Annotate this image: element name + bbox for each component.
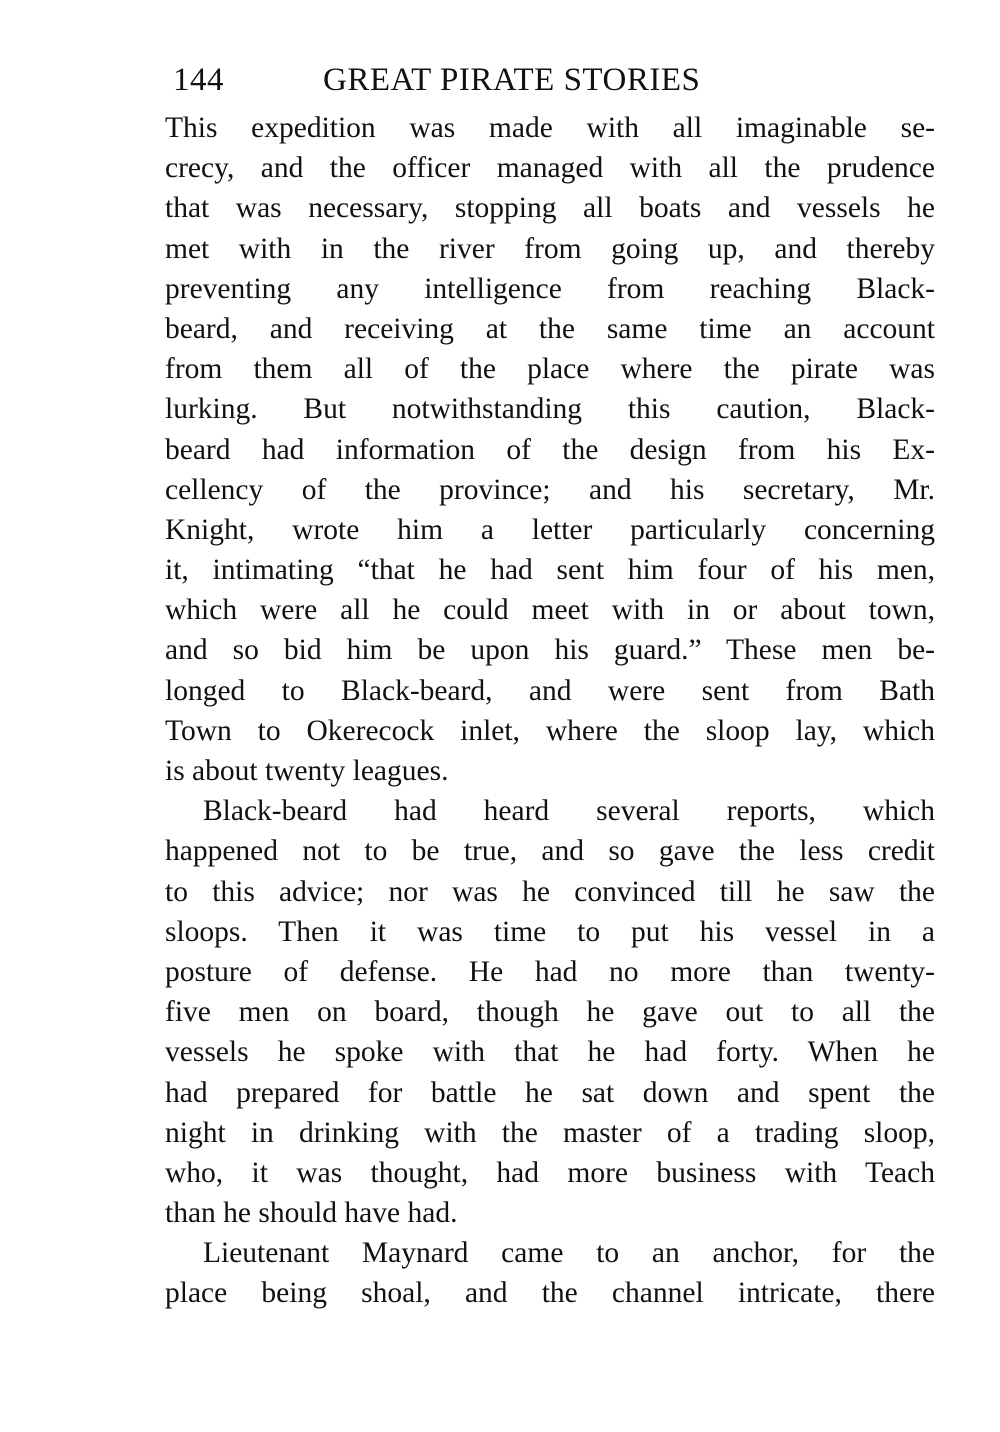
text-line: who, it was thought, had more business with Teach [165, 1156, 935, 1189]
text-line: longed to Black-beard, and were sent from Bath [165, 674, 935, 707]
text-line: which were all he could meet with in or about town, [165, 594, 935, 627]
text-line: than he should have had. [165, 1197, 458, 1230]
text-line: cellency of the province; and his secretary, Mr. [165, 473, 935, 506]
text-line: vessels he spoke with that he had forty. When he [165, 1036, 935, 1069]
paragraph-2 [165, 791, 935, 1233]
text-line: happened not to be true, and so gave the less credit [165, 835, 935, 868]
page-number: 144 [173, 62, 224, 98]
text-line: This expedition was made with all imaginable se- [165, 112, 935, 144]
text-line: crecy, and the officer managed with all the prudence [165, 152, 935, 185]
text-line: five men on board, though he gave out to all the [165, 996, 935, 1029]
text-line: Town to Okerecock inlet, where the sloop lay, which [165, 714, 935, 747]
text-line: Knight, wrote him a letter particularly concerning [165, 513, 935, 546]
body-text [165, 108, 935, 1314]
text-line: is about twenty leagues. [165, 755, 449, 787]
text-line: lurking. But notwithstanding this caution, Black- [165, 393, 935, 426]
text-line: posture of defense. He had no more than twenty- [165, 955, 935, 988]
text-line: night in drinking with the master of a trading sloop, [165, 1116, 935, 1149]
text-line: Black-beard had heard several reports, which [203, 795, 935, 828]
text-line: beard, and receiving at the same time an account [165, 312, 935, 345]
book-page [165, 52, 935, 1314]
running-head [165, 52, 935, 108]
text-line: and so bid him be upon his guard.” These men be- [165, 634, 935, 667]
text-line: place being shoal, and the channel intricate, there [165, 1277, 935, 1310]
paragraph-3 [165, 1233, 935, 1313]
paragraph-1 [165, 108, 935, 791]
text-line: from them all of the place where the pirate was [165, 353, 935, 386]
text-line: had prepared for battle he sat down and spent the [165, 1076, 935, 1109]
text-line: sloops. Then it was time to put his vessel in a [165, 915, 935, 948]
book-title: GREAT PIRATE STORIES [323, 62, 701, 98]
text-line: it, intimating “that he had sent him four of his men, [165, 554, 935, 587]
text-line: to this advice; nor was he convinced till he saw the [165, 875, 935, 908]
text-line: met with in the river from going up, and thereby [165, 232, 935, 265]
text-line: Lieutenant Maynard came to an anchor, for the [203, 1237, 935, 1270]
text-line: beard had information of the design from his Ex- [165, 433, 935, 466]
text-line: that was necessary, stopping all boats and vessels he [165, 192, 935, 225]
text-line: preventing any intelligence from reaching Black- [165, 272, 935, 305]
